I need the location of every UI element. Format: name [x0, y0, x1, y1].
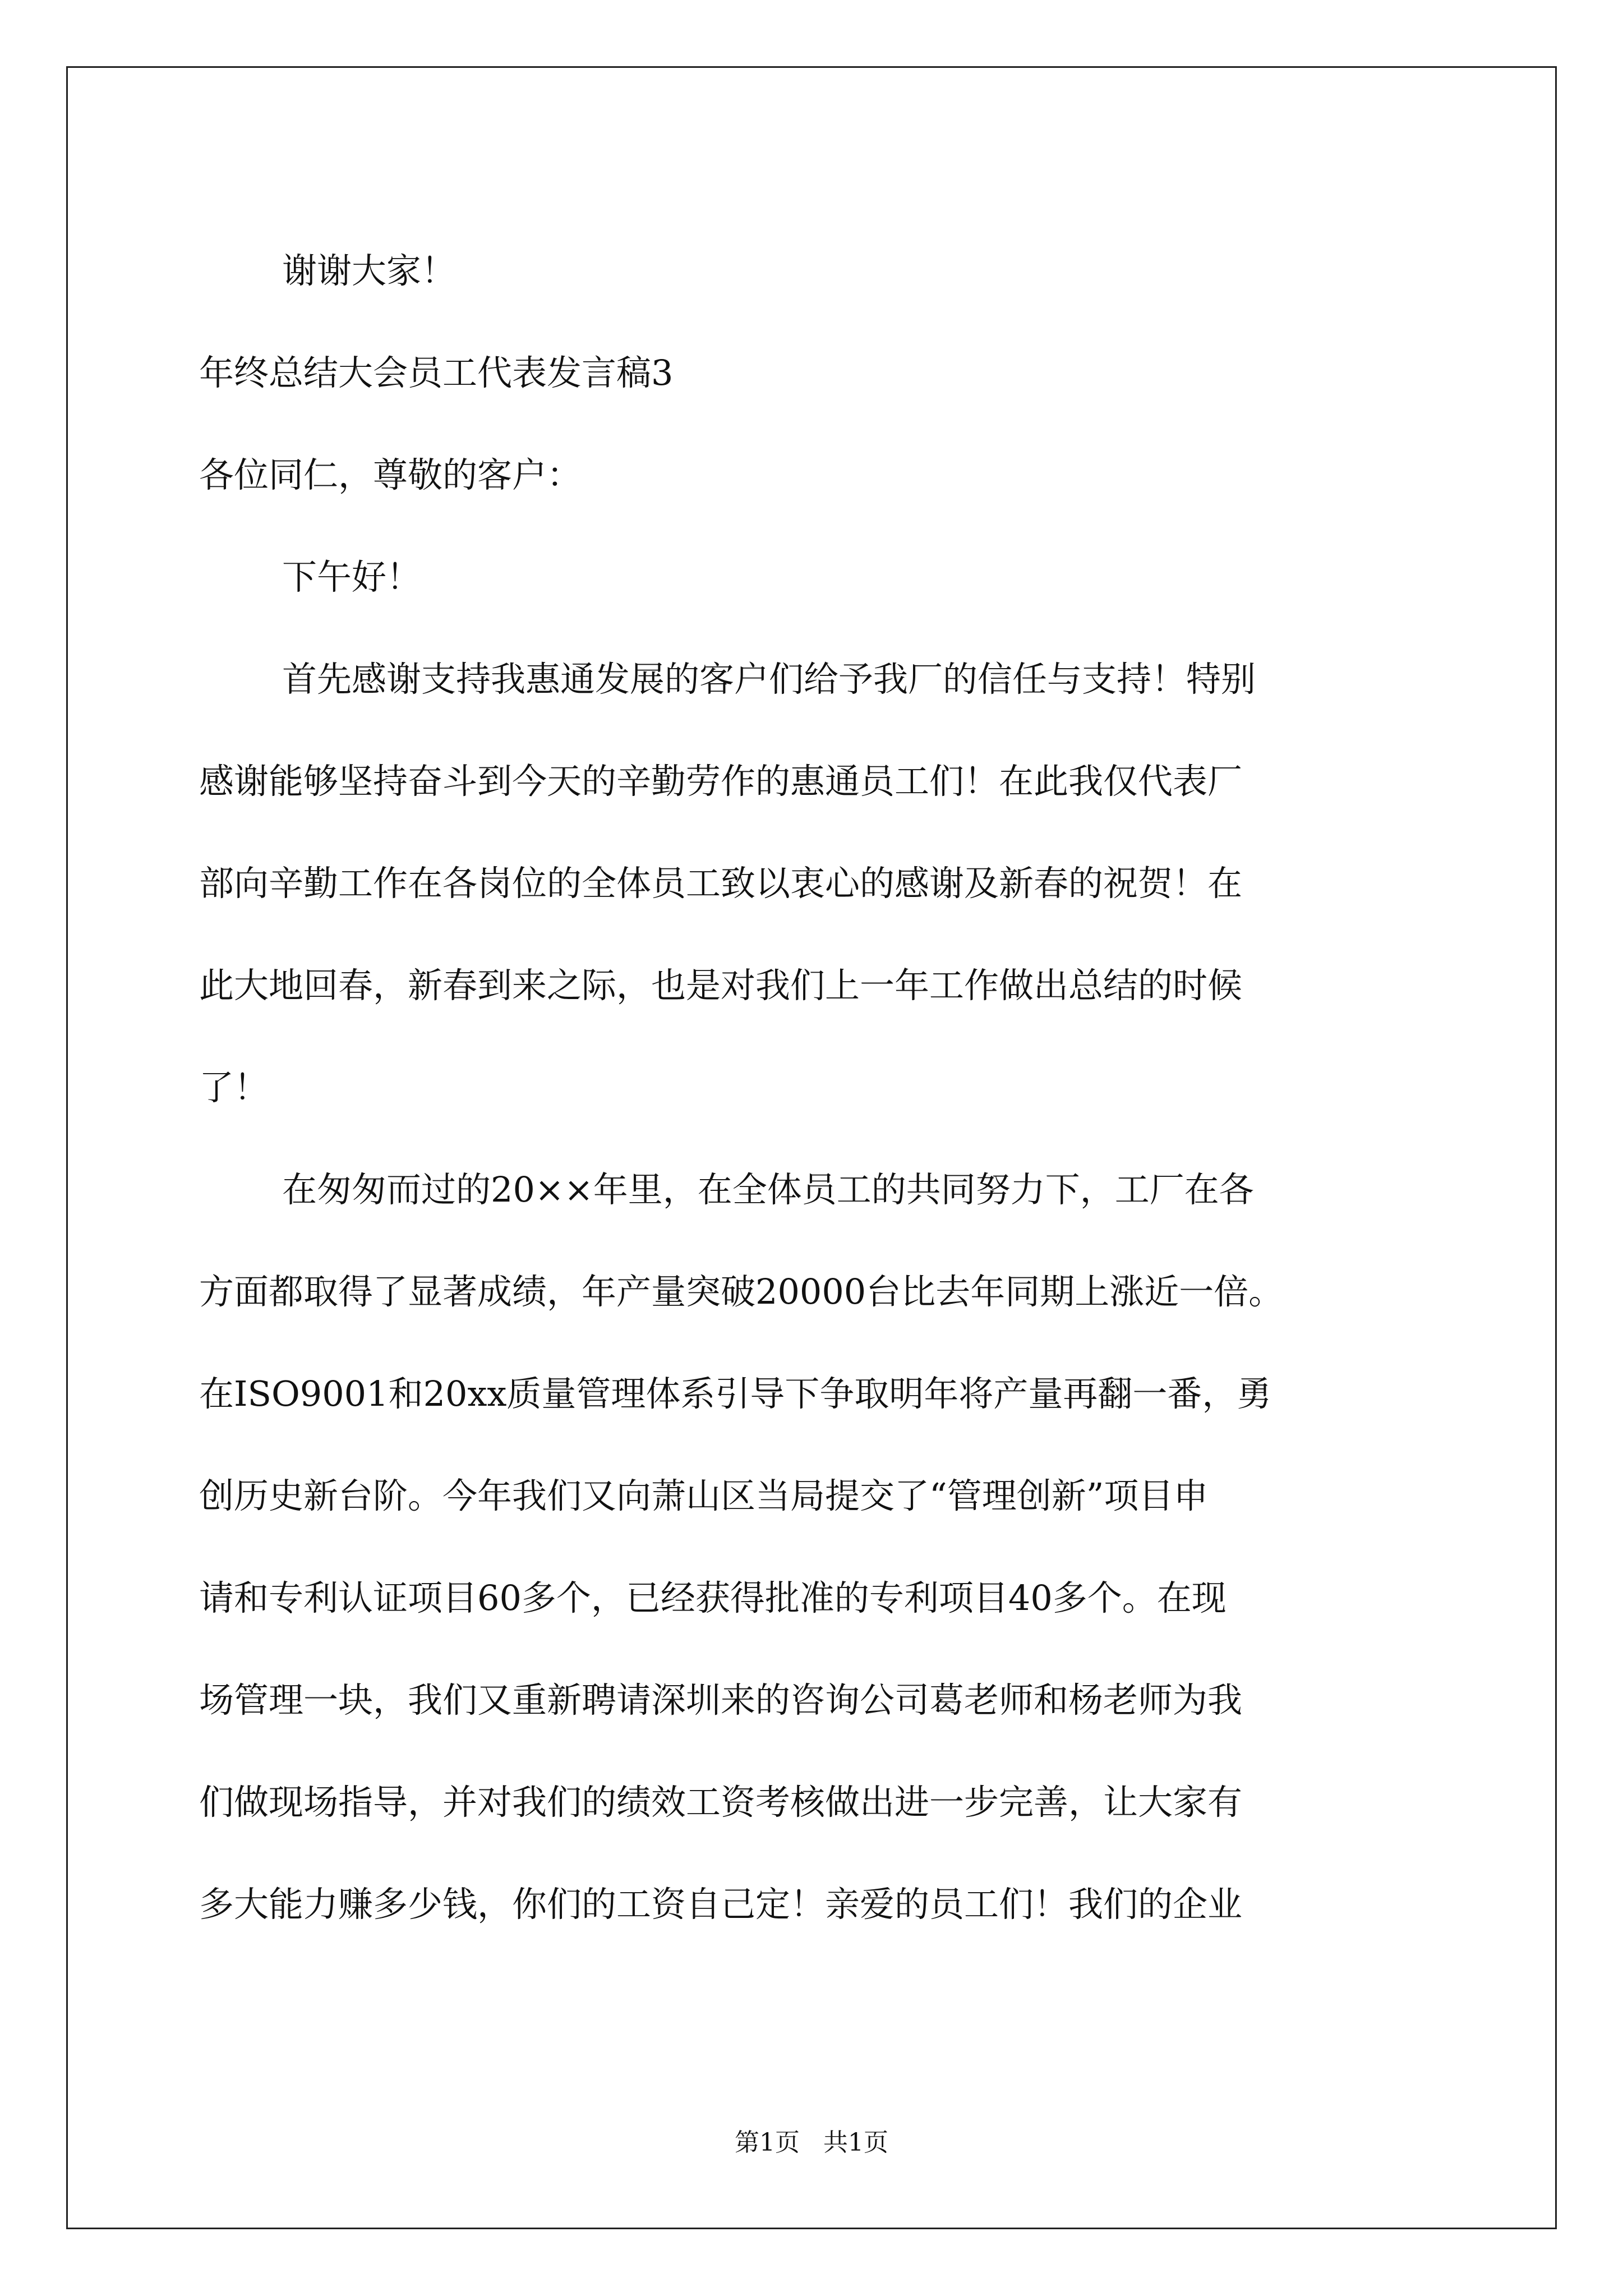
- paragraph-line: 们做现场指导，并对我们的绩效工资考核做出进一步完善，让大家有: [199, 1782, 1243, 1823]
- speech-title: 年终总结大会员工代表发言稿3: [199, 352, 674, 393]
- paragraph-line: 方面都取得了显著成绩，年产量突破20000台比去年同期上涨近一倍。: [199, 1271, 1284, 1312]
- paragraph-line: 在匆匆而过的20××年里，在全体员工的共同努力下，工厂在各: [282, 1169, 1254, 1210]
- paragraph-line: 部向辛勤工作在各岗位的全体员工致以衷心的感谢及新春的祝贺！在: [199, 863, 1243, 904]
- paragraph-line: 首先感谢支持我惠通发展的客户们给予我厂的信任与支持！特别: [282, 659, 1256, 700]
- paragraph-line: 感谢能够坚持奋斗到今天的辛勤劳作的惠通员工们！在此我仅代表厂: [199, 761, 1243, 802]
- paragraph-line: 在ISO9001和20xx质量管理体系引导下争取明年将产量再翻一番，勇: [199, 1373, 1272, 1414]
- greeting: 下午好！: [282, 556, 422, 597]
- paragraph-line: 此大地回春，新春到来之际，也是对我们上一年工作做出总结的时候: [199, 965, 1243, 1006]
- paragraph-line: 了！: [199, 1067, 269, 1108]
- document-body: [199, 220, 1438, 1955]
- paragraph-line: 创历史新台阶。今年我们又向萧山区当局提交了“管理创新”项目申: [199, 1475, 1209, 1516]
- paragraph-line: 场管理一块，我们又重新聘请深圳来的咨询公司葛老师和杨老师为我: [199, 1680, 1243, 1720]
- closing-line: 谢谢大家！: [282, 250, 457, 291]
- salutation: 各位同仁，尊敬的客户：: [199, 454, 582, 495]
- paragraph-line: 多大能力赚多少钱，你们的工资自己定！亲爱的员工们！我们的企业: [199, 1884, 1243, 1925]
- page-footer: 第1页 共1页: [735, 2128, 888, 2157]
- paragraph-line: 请和专利认证项目60多个，已经获得批准的专利项目40多个。在现: [199, 1577, 1227, 1618]
